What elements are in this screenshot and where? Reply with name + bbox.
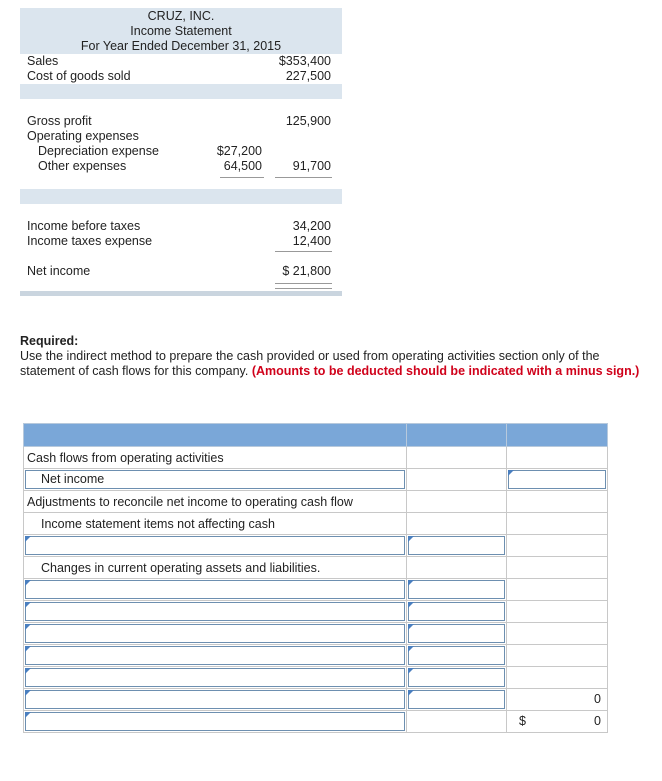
underline (275, 177, 332, 178)
gross-profit-value: 125,900 (285, 114, 331, 128)
dropdown-indicator-icon (408, 602, 414, 608)
cash-flow-worksheet (23, 423, 608, 733)
income-before-taxes-value: 34,200 (292, 219, 331, 233)
underline-row (20, 249, 342, 264)
noncash-amount-cell[interactable] (407, 535, 507, 557)
required-title: Required: (20, 334, 79, 348)
spacer-row (20, 204, 342, 219)
noncash-items-label: Income statement items not affecting cash (24, 513, 407, 535)
net-income-cell (24, 469, 407, 491)
dropdown-indicator-icon (25, 690, 31, 696)
change-item-select[interactable] (25, 624, 405, 643)
required-section (20, 334, 640, 379)
dropdown-indicator-icon (408, 536, 414, 542)
dropdown-indicator-icon (25, 646, 31, 652)
other-expenses-label: Other expenses (38, 159, 127, 173)
empty-cell (507, 645, 608, 667)
table-row (24, 579, 608, 601)
change-item-select[interactable] (25, 646, 405, 665)
change-item-cell[interactable] (24, 601, 407, 623)
income-before-taxes-row (20, 219, 342, 234)
empty-cell (407, 469, 507, 491)
net-income-amount-cell[interactable] (507, 469, 608, 491)
dropdown-indicator-icon (25, 668, 31, 674)
table-row (24, 491, 608, 513)
gross-profit-label: Gross profit (27, 114, 92, 128)
empty-cell (407, 491, 507, 513)
sales-value: $353,400 (278, 54, 331, 68)
spacer-row (20, 189, 342, 204)
dropdown-indicator-icon (25, 624, 31, 630)
table-row (24, 667, 608, 689)
statement-title: Income Statement (130, 24, 232, 38)
statement-bottom-bar (20, 291, 342, 296)
table-row (24, 557, 608, 579)
change-amount-input[interactable] (408, 646, 505, 665)
header-cell (407, 424, 507, 447)
income-taxes-label: Income taxes expense (27, 234, 153, 248)
noncash-item-select[interactable] (25, 536, 405, 555)
depreciation-value: $27,200 (216, 144, 262, 158)
income-taxes-value: 12,400 (292, 234, 331, 248)
change-item-cell[interactable] (24, 645, 407, 667)
required-note: (Amounts to be deducted should be indicated with a minus sign.) (251, 364, 640, 378)
opex-row (20, 129, 342, 144)
change-amount-input[interactable] (408, 580, 505, 599)
table-row (24, 535, 608, 557)
required-text: Use the indirect method to prepare the cash provided or used from operating activities section only of the statement of cash flows for this company. (20, 349, 600, 378)
empty-cell (507, 623, 608, 645)
dropdown-indicator-icon (408, 690, 414, 696)
total-label-select[interactable] (25, 712, 405, 731)
adjustments-label: Adjustments to reconcile net income to operating cash flow (24, 491, 407, 513)
empty-cell (507, 667, 608, 689)
empty-cell (507, 557, 608, 579)
empty-cell (507, 491, 608, 513)
double-underline (275, 283, 332, 289)
change-amount-cell[interactable] (407, 667, 507, 689)
empty-cell (407, 557, 507, 579)
table-row (24, 469, 608, 491)
spacer-row (20, 99, 342, 114)
sales-row (20, 54, 342, 69)
income-before-taxes-label: Income before taxes (27, 219, 141, 233)
table-row (24, 689, 608, 711)
subtotal-value: 0 (594, 692, 601, 706)
net-income-label: Net income (27, 264, 91, 278)
change-amount-cell[interactable] (407, 623, 507, 645)
spacer-row (20, 84, 342, 99)
underline (220, 177, 264, 178)
net-income-amount-input[interactable] (508, 470, 606, 489)
opex-total-value: 91,700 (292, 159, 331, 173)
noncash-amount-input[interactable] (408, 536, 505, 555)
statement-period: For Year Ended December 31, 2015 (80, 39, 282, 53)
change-amount-cell[interactable] (407, 579, 507, 601)
net-income-row-label: Net income (41, 472, 105, 486)
depreciation-row (20, 144, 342, 159)
income-taxes-row (20, 234, 342, 249)
cash-flows-label: Cash flows from operating activities (24, 447, 407, 469)
net-income-value: $ 21,800 (282, 264, 331, 278)
underline (275, 251, 332, 252)
change-item-cell[interactable] (24, 579, 407, 601)
total-value: 0 (594, 714, 601, 728)
other-expenses-row (20, 159, 342, 174)
change-amount-cell[interactable] (407, 645, 507, 667)
changes-label: Changes in current operating assets and liabilities. (24, 557, 407, 579)
change-item-cell[interactable] (24, 623, 407, 645)
net-income-row (20, 264, 342, 279)
other-expenses-value: 64,500 (223, 159, 262, 173)
change-amount-input[interactable] (408, 668, 505, 687)
cogs-label: Cost of goods sold (27, 69, 131, 83)
empty-cell (407, 447, 507, 469)
income-statement (20, 8, 342, 294)
opex-label: Operating expenses (27, 129, 139, 143)
empty-cell (407, 513, 507, 535)
change-amount-input[interactable] (408, 602, 505, 621)
change-amount-cell[interactable] (407, 689, 507, 711)
change-item-cell[interactable] (24, 667, 407, 689)
cogs-value: 227,500 (285, 69, 331, 83)
underline-row (20, 174, 342, 189)
change-amount-cell[interactable] (407, 601, 507, 623)
dollar-sign: $ (519, 714, 526, 728)
header-cell (507, 424, 608, 447)
company-name: CRUZ, INC. (147, 9, 215, 23)
dropdown-indicator-icon (408, 668, 414, 674)
required-instructions (20, 349, 640, 379)
worksheet-header (24, 424, 608, 447)
cogs-row (20, 69, 342, 84)
depreciation-label: Depreciation expense (38, 144, 159, 158)
change-item-select[interactable] (25, 690, 405, 709)
empty-cell (507, 513, 608, 535)
empty-cell (507, 535, 608, 557)
empty-cell (507, 601, 608, 623)
table-row (24, 623, 608, 645)
change-item-select[interactable] (25, 580, 405, 599)
table-row (24, 447, 608, 469)
gross-profit-row (20, 114, 342, 129)
dropdown-indicator-icon (25, 536, 31, 542)
table-row (24, 645, 608, 667)
total-cell (507, 711, 608, 733)
table-row (24, 601, 608, 623)
empty-cell (407, 711, 507, 733)
table-row (24, 513, 608, 535)
change-amount-input[interactable] (408, 624, 505, 643)
dropdown-indicator-icon (25, 580, 31, 586)
total-label-cell[interactable] (24, 711, 407, 733)
table-row (24, 711, 608, 733)
dropdown-indicator-icon (408, 646, 414, 652)
header-cell (24, 424, 407, 447)
empty-cell (507, 447, 608, 469)
empty-cell (507, 579, 608, 601)
sales-label: Sales (27, 54, 59, 68)
dropdown-indicator-icon (408, 624, 414, 630)
change-item-select[interactable] (25, 668, 405, 687)
income-statement-header (20, 8, 342, 54)
dropdown-indicator-icon (508, 470, 514, 476)
change-item-cell[interactable] (24, 689, 407, 711)
dropdown-indicator-icon (25, 602, 31, 608)
noncash-item-cell[interactable] (24, 535, 407, 557)
subtotal-cell (507, 689, 608, 711)
dropdown-indicator-icon (408, 580, 414, 586)
dropdown-indicator-icon (25, 712, 31, 718)
change-item-select[interactable] (25, 602, 405, 621)
change-amount-input[interactable] (408, 690, 505, 709)
